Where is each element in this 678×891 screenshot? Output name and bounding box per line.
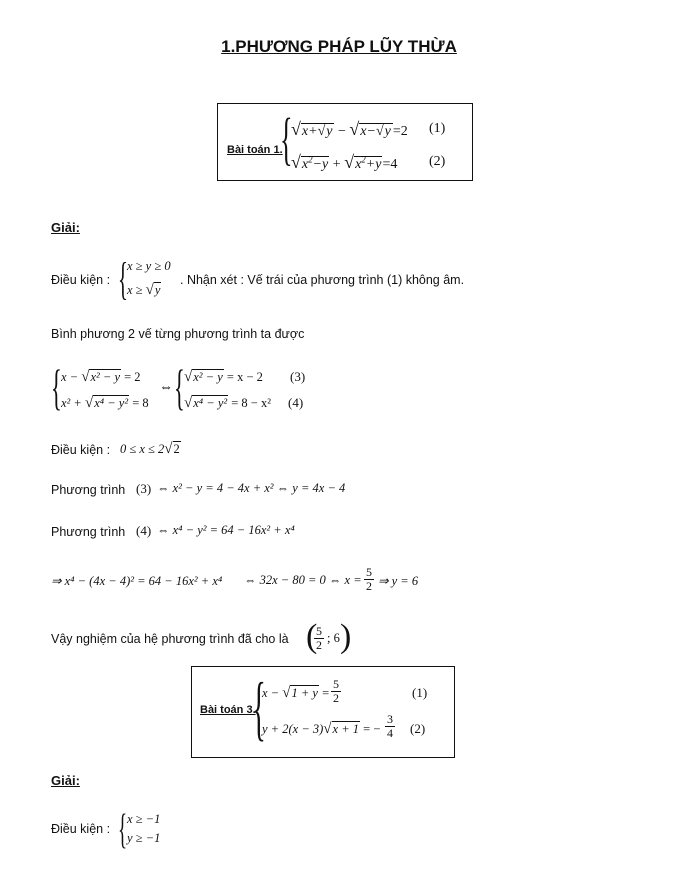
- substitution-expr: ⇒ x⁴ − (4x − 4)² = 64 − 16x² + x⁴: [51, 574, 223, 588]
- equation-4-ref: (4): [136, 523, 152, 538]
- squaring-text: Bình phương 2 vế từng phương trình ta được: [51, 327, 305, 341]
- problem-1-box: [217, 103, 473, 181]
- equation-4-transform: ⇔ x⁴ − y² = 64 − 16x² + x⁴: [157, 523, 295, 537]
- problem-3-label: Bài toán 3.: [200, 704, 256, 716]
- substitution-expr-3: ⇒ y = 6: [378, 574, 419, 588]
- equivalence-symbol: ⇔: [159, 380, 173, 395]
- answer-close-paren: ): [340, 618, 352, 655]
- problem-3-eq-1: x − √1 + y =: [262, 685, 330, 701]
- problem-1-label: Bài toán 1.: [227, 144, 283, 156]
- substitution-expr-2: ⇔ 32x − 80 = 0 ⇔ x =: [244, 573, 362, 587]
- solution-3-heading: Giải:: [51, 773, 80, 788]
- equation-4-number: (4): [288, 395, 304, 410]
- page-title: 1.PHƯƠNG PHÁP LŨY THỪA: [221, 37, 457, 56]
- system-left-brace: {: [51, 359, 62, 415]
- system-left-eq-1: x − √x² − y = 2: [61, 369, 141, 385]
- condition-3-label: Điều kiện :: [51, 822, 111, 836]
- answer-fraction: $\frac{5}{2}$: [316, 624, 322, 652]
- condition-brace: {: [118, 253, 128, 304]
- problem-3-box: [191, 666, 455, 758]
- problem-1-brace: {: [280, 106, 293, 171]
- answer-rest: ; 6: [327, 631, 340, 645]
- system-left-eq-2: x² + √x⁴ − y² = 8: [61, 395, 149, 411]
- solution-1-heading: Giải:: [51, 220, 80, 235]
- condition-3-line-2: y ≥ −1: [127, 831, 161, 845]
- condition-3-brace: {: [118, 807, 128, 853]
- problem-1-eq-1: √x+√y − √x−√y =2: [291, 119, 408, 139]
- condition-line-1: x ≥ y ≥ 0: [127, 259, 171, 273]
- problem-3-eq-2-number: (2): [410, 721, 426, 736]
- answer-open-paren: (: [306, 618, 318, 655]
- system-right-brace: {: [174, 359, 185, 415]
- problem-1-eq-2-number: (2): [429, 154, 446, 169]
- equation-3-transform: ⇔ x² − y = 4 − 4x + x² ⇔ y = 4x − 4: [157, 481, 346, 495]
- problem-3-eq-2: y + 2(x − 3)√x + 1 = −: [262, 721, 381, 737]
- problem-3-eq-2-fraction: $\frac{3}{4}$: [387, 712, 393, 740]
- condition-2-label: Điều kiện :: [51, 443, 111, 457]
- system-right-eq-4: √x⁴ − y² = 8 − x²: [184, 395, 271, 411]
- equation-3-label: Phương trình: [51, 483, 126, 497]
- equation-3-number: (3): [290, 369, 306, 384]
- equation-3-ref: (3): [136, 481, 152, 496]
- problem-3-eq-1-fraction: $\frac{5}{2}$: [333, 677, 339, 705]
- condition-line-2: x ≥ √y: [127, 282, 161, 298]
- observation-text: . Nhận xét : Vế trái của phương trình (1) không âm.: [180, 273, 465, 287]
- problem-1-eq-2: $√x^2-y + √x^2+y=4$: [291, 152, 398, 172]
- condition-label: Điều kiện :: [51, 273, 111, 287]
- system-right-eq-3: √x² − y = x − 2: [184, 369, 263, 385]
- answer-text: Vậy nghiệm của hệ phương trình đã cho là: [51, 632, 289, 646]
- problem-3-brace: {: [252, 668, 266, 748]
- condition-2-expr: 0 ≤ x ≤ 2√2: [120, 441, 180, 457]
- problem-3-eq-1-number: (1): [412, 685, 428, 700]
- problem-1-eq-1-number: (1): [429, 121, 446, 136]
- equation-4-label: Phương trình: [51, 525, 126, 539]
- condition-3-line-1: x ≥ −1: [127, 812, 161, 826]
- x-value-fraction: $\frac{5}{2}$: [366, 565, 372, 593]
